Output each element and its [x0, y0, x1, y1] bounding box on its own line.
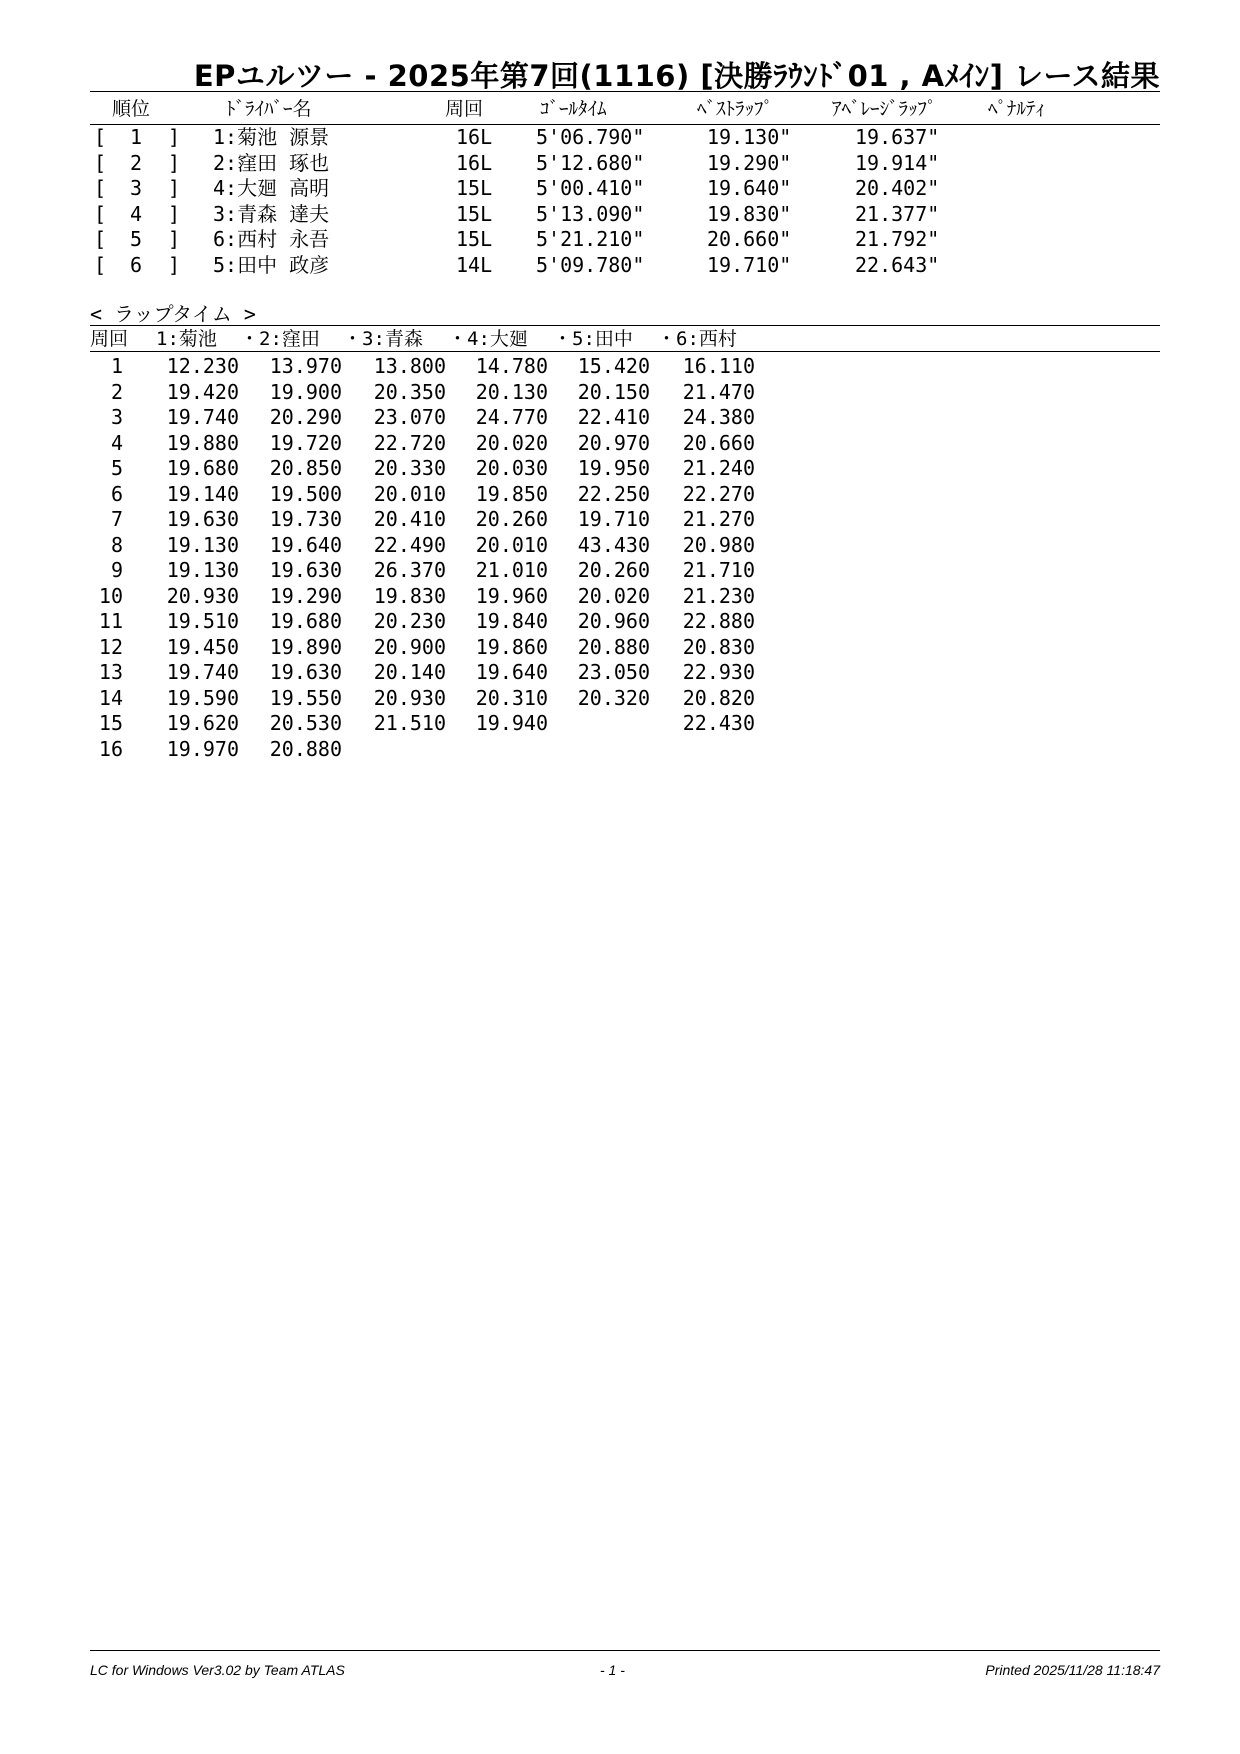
bracket-close: ] — [168, 227, 181, 251]
lap-time: 19.140 — [166, 481, 239, 506]
lap-header-cell: 1:菊池 — [156, 328, 217, 350]
bracket-close: ] — [168, 176, 181, 200]
lap-time: 20.010 — [373, 481, 446, 506]
lap-header-cell: 周回 — [90, 328, 129, 350]
lap-time: 19.680 — [269, 609, 342, 633]
rank-value: 4 — [129, 201, 142, 226]
lap-time: 20.310 — [475, 685, 548, 710]
average-lap: 21.792" — [855, 227, 940, 251]
bracket-open: [ — [94, 252, 107, 277]
bracket-open: [ — [94, 201, 107, 226]
lap-time: 19.860 — [475, 634, 548, 659]
bracket-open: [ — [94, 125, 107, 149]
driver-name: 5:田中 政彦 — [213, 252, 330, 277]
lap-time: 19.730 — [269, 507, 342, 531]
lap-time: 21.270 — [682, 507, 755, 531]
driver-name: 2:窪田 琢也 — [213, 150, 330, 175]
lap-time: 19.740 — [166, 405, 239, 429]
best-lap: 19.130" — [707, 125, 792, 149]
lap-time: 13.970 — [269, 354, 342, 378]
lap-header-cell: ・2:窪田 — [240, 328, 320, 350]
footer-left: LC for Windows Ver3.02 by Team ATLAS — [90, 1662, 345, 1678]
lap-time: 19.890 — [269, 634, 342, 659]
lap-time: 20.660 — [682, 430, 755, 455]
goal-time: 5'06.790" — [536, 125, 645, 149]
lap-time: 19.420 — [166, 379, 239, 404]
lap-time: 19.940 — [475, 711, 548, 735]
lap-number: 16 — [98, 736, 123, 761]
lap-time: 21.230 — [682, 583, 755, 608]
driver-name: 1:菊池 源景 — [213, 125, 330, 149]
lap-time: 20.290 — [269, 405, 342, 429]
lap-time: 19.960 — [475, 583, 548, 608]
rank-value: 2 — [129, 150, 142, 175]
lap-time: 21.470 — [682, 379, 755, 404]
lap-time: 20.020 — [475, 430, 548, 455]
lap-number: 13 — [98, 660, 123, 684]
lap-number: 12 — [98, 634, 123, 659]
lap-number: 15 — [98, 711, 123, 735]
lap-header-cell: ・3:青森 — [343, 328, 423, 350]
bracket-close: ] — [168, 150, 181, 175]
lap-time: 23.050 — [577, 660, 650, 684]
lap-time: 26.370 — [373, 558, 446, 582]
lap-time: 19.630 — [166, 507, 239, 531]
lap-number: 11 — [98, 609, 123, 633]
lap-number: 2 — [110, 379, 123, 404]
lap-time: 20.880 — [269, 736, 342, 761]
lap-time: 20.320 — [577, 685, 650, 710]
lap-time: 19.900 — [269, 379, 342, 404]
goal-time: 5'00.410" — [536, 176, 645, 200]
lap-time: 19.840 — [475, 609, 548, 633]
lap-time: 19.590 — [166, 685, 239, 710]
lap-time: 19.630 — [269, 660, 342, 684]
results-header-cell: ﾍﾞｽﾄﾗｯﾌﾟ — [697, 98, 774, 120]
lap-time: 20.930 — [373, 685, 446, 710]
lap-time: 19.620 — [166, 711, 239, 735]
lap-time: 20.010 — [475, 532, 548, 557]
laps-value: 15L — [456, 227, 493, 251]
results-header-cell: 周回 — [445, 98, 484, 120]
lap-time: 20.350 — [373, 379, 446, 404]
lap-time: 21.510 — [373, 711, 446, 735]
lap-number: 10 — [98, 583, 123, 608]
best-lap: 19.830" — [707, 201, 792, 226]
laps-value: 16L — [456, 150, 493, 175]
results-header-cell: ﾄﾞﾗｲﾊﾞｰ名 — [226, 98, 312, 120]
lap-time: 19.880 — [166, 430, 239, 455]
bracket-open: [ — [94, 227, 107, 251]
lap-time: 21.710 — [682, 558, 755, 582]
lap-time: 22.490 — [373, 532, 446, 557]
lap-time: 20.410 — [373, 507, 446, 531]
lap-time: 15.420 — [577, 354, 650, 378]
laps-value: 16L — [456, 125, 493, 149]
lap-header-rule — [90, 351, 1160, 352]
lap-time: 22.430 — [682, 711, 755, 735]
lap-time: 19.710 — [577, 507, 650, 531]
lap-time: 19.740 — [166, 660, 239, 684]
goal-time: 5'13.090" — [536, 201, 645, 226]
lap-time: 20.980 — [682, 532, 755, 557]
lap-header-cell: ・4:大廻 — [448, 328, 528, 350]
rank-value: 6 — [129, 252, 142, 277]
lap-time: 20.330 — [373, 456, 446, 480]
lap-time: 19.630 — [269, 558, 342, 582]
footer-printed: Printed 2025/11/28 11:18:47 — [985, 1662, 1160, 1678]
driver-name: 3:青森 達夫 — [213, 201, 330, 226]
best-lap: 19.710" — [707, 252, 792, 277]
average-lap: 22.643" — [855, 252, 940, 277]
rank-value: 1 — [129, 125, 142, 149]
lap-time: 22.270 — [682, 481, 755, 506]
lap-number: 14 — [98, 685, 123, 710]
lap-number: 4 — [110, 430, 123, 455]
lap-time: 19.640 — [475, 660, 548, 684]
average-lap: 21.377" — [855, 201, 940, 226]
lap-number: 9 — [110, 558, 123, 582]
lap-time: 21.240 — [682, 456, 755, 480]
lap-time: 43.430 — [577, 532, 650, 557]
lap-time: 19.500 — [269, 481, 342, 506]
goal-time: 5'21.210" — [536, 227, 645, 251]
lap-time: 20.960 — [577, 609, 650, 633]
page-title: EPユルツー - 2025年第7回(1116) [決勝ﾗｳﾝﾄﾞ01 , Aﾒｲﾝ] レース結果 — [193, 59, 1160, 93]
lap-time: 19.830 — [373, 583, 446, 608]
lap-time: 20.140 — [373, 660, 446, 684]
bracket-open: [ — [94, 150, 107, 175]
lap-time: 20.230 — [373, 609, 446, 633]
lap-number: 8 — [110, 532, 123, 557]
lap-header-cell: ・6:西村 — [657, 328, 737, 350]
goal-time: 5'09.780" — [536, 252, 645, 277]
lap-time: 22.880 — [682, 609, 755, 633]
bracket-close: ] — [168, 201, 181, 226]
lap-number: 6 — [110, 481, 123, 506]
lap-time: 22.930 — [682, 660, 755, 684]
title-rule — [90, 91, 1160, 92]
driver-name: 6:西村 永吾 — [213, 227, 330, 251]
lap-time: 20.830 — [682, 634, 755, 659]
lap-time: 12.230 — [166, 354, 239, 378]
lap-time: 20.820 — [682, 685, 755, 710]
lap-time: 19.130 — [166, 558, 239, 582]
lap-time: 19.450 — [166, 634, 239, 659]
rank-value: 3 — [129, 176, 142, 200]
average-lap: 19.914" — [855, 150, 940, 175]
lap-time: 20.150 — [577, 379, 650, 404]
rank-value: 5 — [129, 227, 142, 251]
bracket-close: ] — [168, 125, 181, 149]
lap-number: 7 — [110, 507, 123, 531]
bracket-open: [ — [94, 176, 107, 200]
lap-time: 22.250 — [577, 481, 650, 506]
lap-time: 20.900 — [373, 634, 446, 659]
lap-time: 13.800 — [373, 354, 446, 378]
best-lap: 19.290" — [707, 150, 792, 175]
lap-time: 19.550 — [269, 685, 342, 710]
lap-time: 19.850 — [475, 481, 548, 506]
lap-time: 20.130 — [475, 379, 548, 404]
lap-time: 19.970 — [166, 736, 239, 761]
lap-time: 20.930 — [166, 583, 239, 608]
lap-time: 16.110 — [682, 354, 755, 378]
laps-value: 14L — [456, 252, 493, 277]
lap-top-rule — [90, 325, 1160, 326]
lap-time: 20.030 — [475, 456, 548, 480]
lap-time: 22.720 — [373, 430, 446, 455]
lap-time: 24.380 — [682, 405, 755, 429]
laps-value: 15L — [456, 201, 493, 226]
lap-time: 19.720 — [269, 430, 342, 455]
lap-number: 5 — [110, 456, 123, 480]
best-lap: 19.640" — [707, 176, 792, 200]
lap-time: 19.130 — [166, 532, 239, 557]
footer-rule — [90, 1650, 1160, 1651]
lap-time: 19.510 — [166, 609, 239, 633]
lap-time: 20.530 — [269, 711, 342, 735]
bracket-close: ] — [168, 252, 181, 277]
lap-time: 20.970 — [577, 430, 650, 455]
results-header-cell: ｱﾍﾞﾚｰｼﾞﾗｯﾌﾟ — [832, 98, 937, 120]
lap-time: 22.410 — [577, 405, 650, 429]
results-header-cell: 順位 — [112, 98, 151, 120]
lap-section-title: < ラップタイム > — [90, 302, 256, 326]
lap-time: 19.680 — [166, 456, 239, 480]
lap-header-cell: ・5:田中 — [553, 328, 633, 350]
goal-time: 5'12.680" — [536, 150, 645, 175]
lap-time: 24.770 — [475, 405, 548, 429]
best-lap: 20.660" — [707, 227, 792, 251]
lap-number: 3 — [110, 405, 123, 429]
lap-time: 19.950 — [577, 456, 650, 480]
average-lap: 19.637" — [855, 125, 940, 149]
average-lap: 20.402" — [855, 176, 940, 200]
lap-time: 20.850 — [269, 456, 342, 480]
lap-number: 1 — [110, 354, 123, 378]
lap-time: 19.640 — [269, 532, 342, 557]
results-header-rule — [90, 124, 1160, 125]
lap-time: 20.260 — [475, 507, 548, 531]
footer-page-number: - 1 - — [600, 1662, 625, 1678]
lap-time: 20.020 — [577, 583, 650, 608]
results-header-cell: ｺﾞｰﾙﾀｲﾑ — [540, 98, 607, 120]
driver-name: 4:大廻 高明 — [213, 176, 330, 200]
results-header-cell: ﾍﾟﾅﾙﾃｨ — [988, 98, 1046, 120]
lap-time: 20.880 — [577, 634, 650, 659]
lap-time: 14.780 — [475, 354, 548, 378]
lap-time: 23.070 — [373, 405, 446, 429]
lap-time: 19.290 — [269, 583, 342, 608]
lap-time: 21.010 — [475, 558, 548, 582]
laps-value: 15L — [456, 176, 493, 200]
lap-time: 20.260 — [577, 558, 650, 582]
